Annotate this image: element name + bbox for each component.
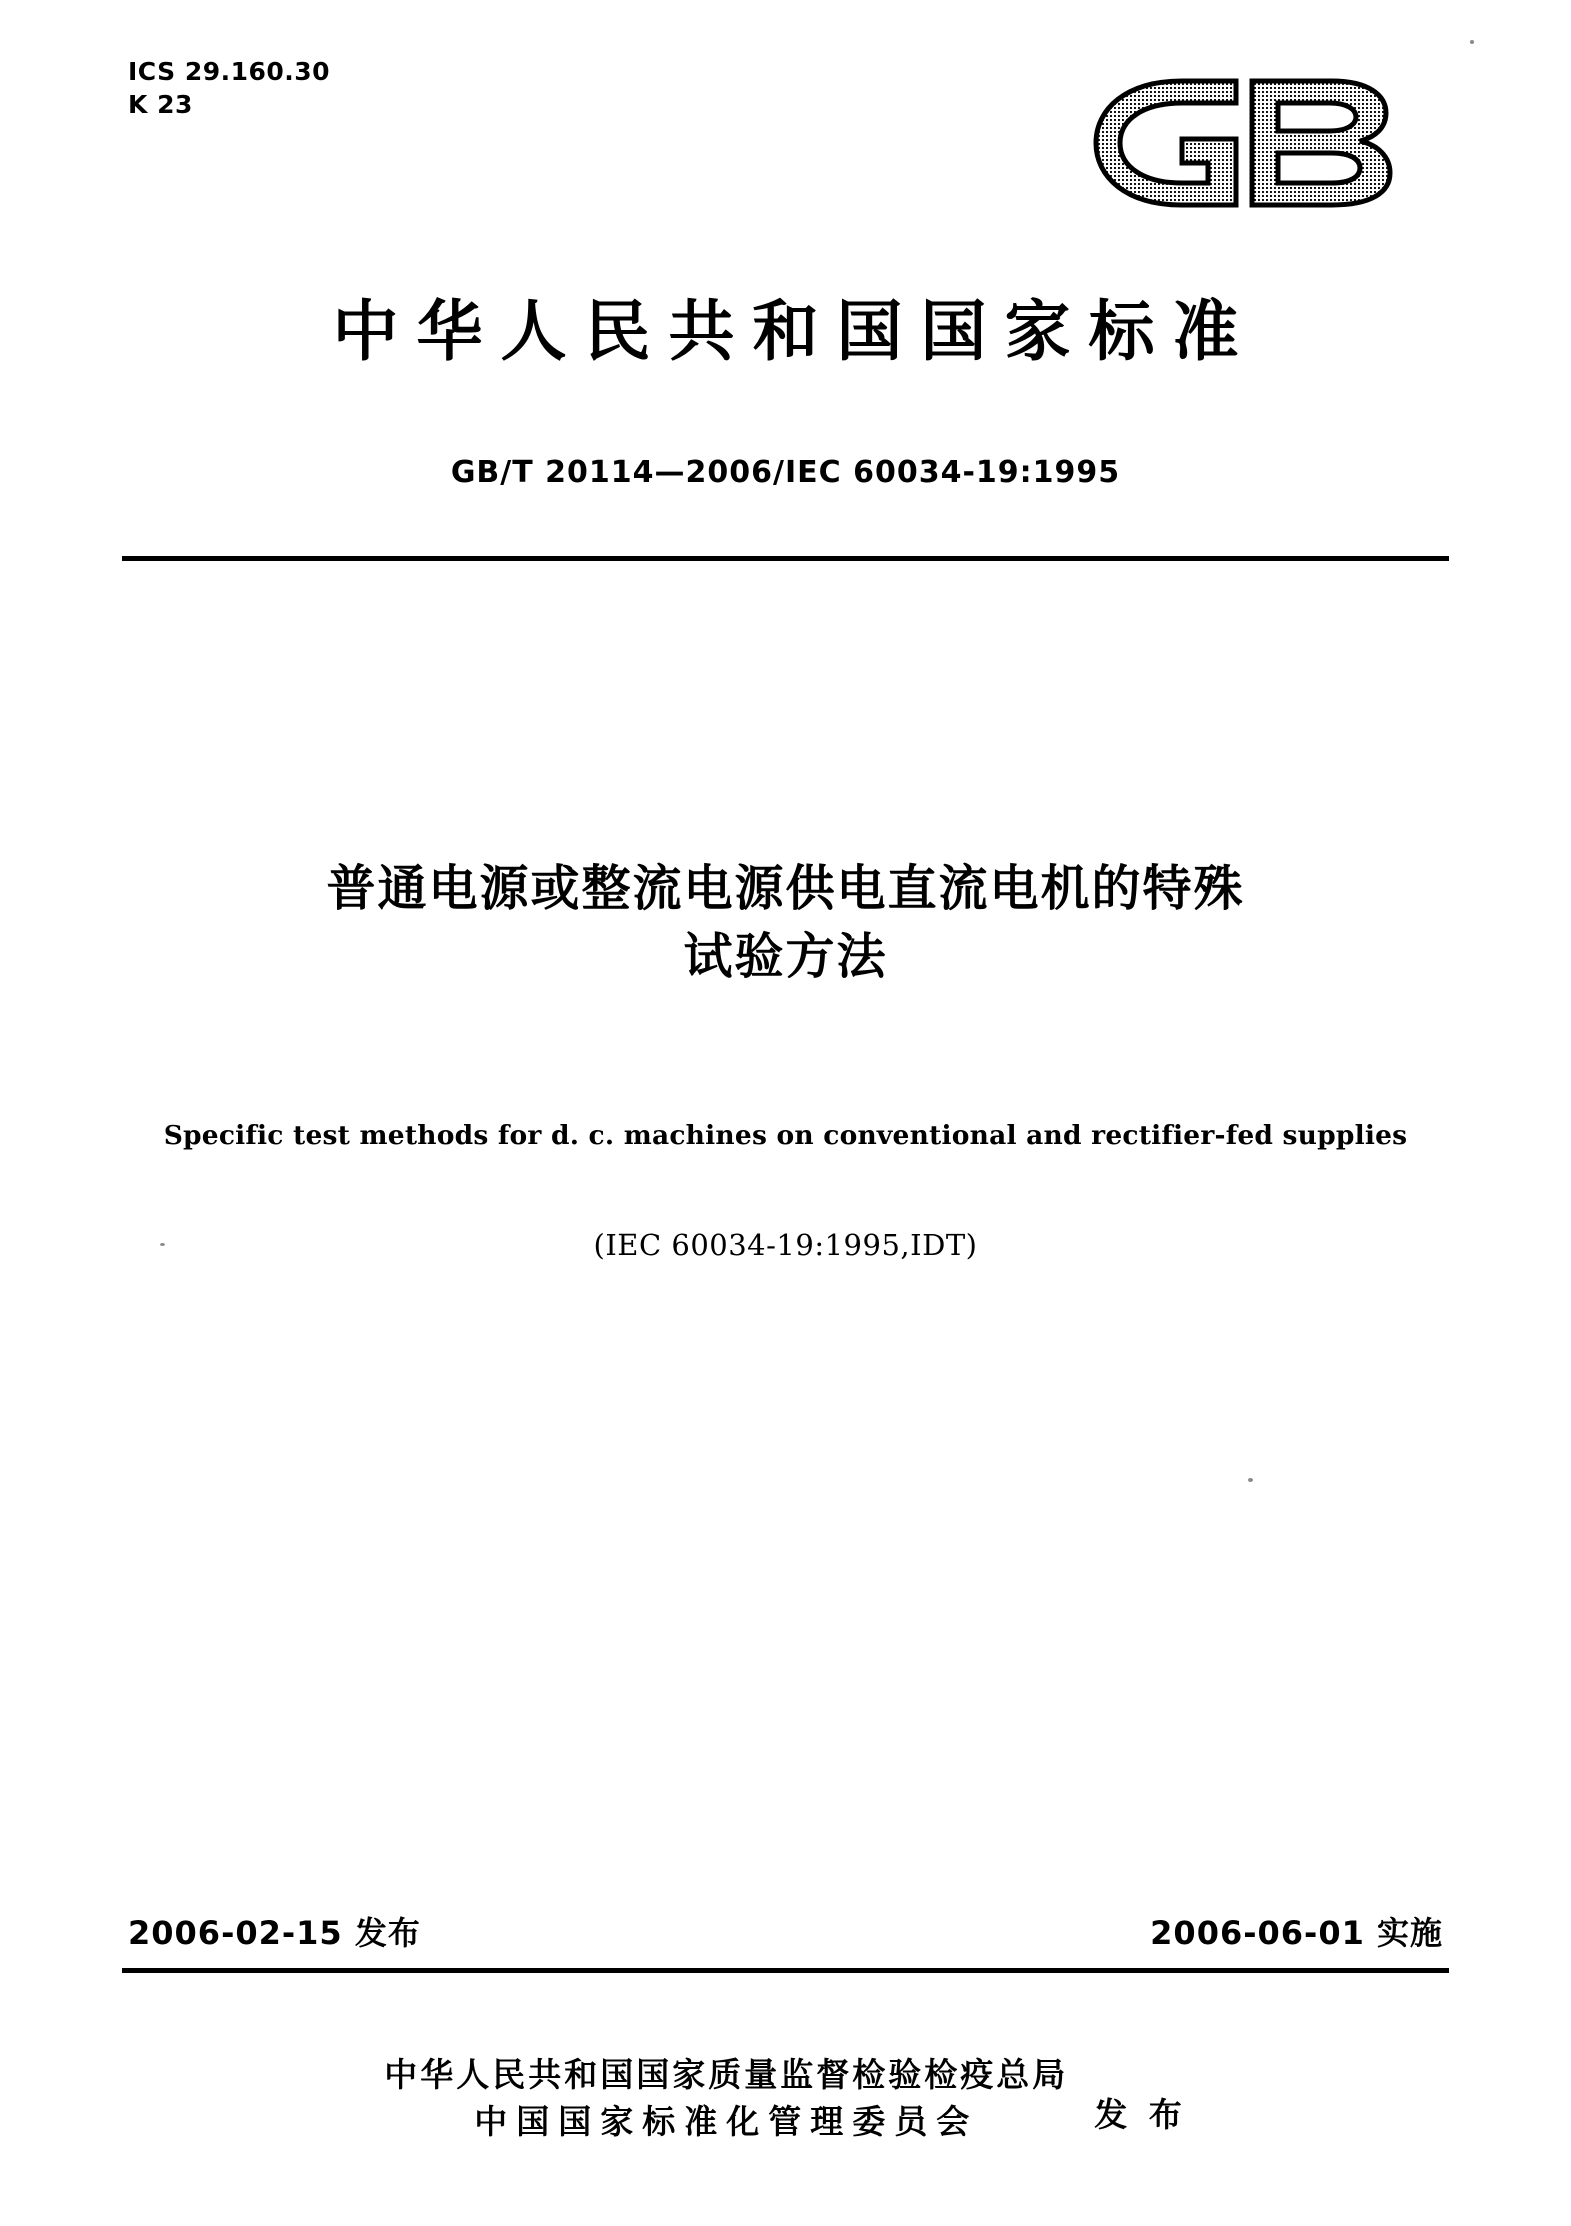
national-standard-title: 中华人民共和国国家标准 (332, 293, 1257, 370)
standard-number: GB/T 20114—2006/IEC 60034-19:1995 (450, 455, 1121, 490)
scan-speck (160, 1243, 165, 1246)
publisher-line-1: 中华人民共和国国家质量监督检验检疫总局 (384, 2055, 1069, 2094)
document-title-line-1: 普通电源或整流电源供电直流电机的特殊 (326, 860, 1245, 917)
ics-classification-block (128, 55, 330, 121)
header-divider (122, 556, 1449, 561)
footer-divider (122, 1968, 1449, 1973)
scan-speck (1248, 1478, 1253, 1482)
equivalence-note: (IEC 60034-19:1995,IDT) (593, 1228, 978, 1262)
publisher-action-label: 发 布 (1094, 2095, 1187, 2135)
document-title-line-2: 试验方法 (683, 927, 888, 985)
effective-date: 2006-06-01 实施 (1150, 1914, 1443, 1952)
document-title-english: Specific test methods for d. c. machines on conventional and rectifier-fed supplies (163, 1120, 1408, 1151)
classification-code: K 23 (128, 90, 193, 119)
publisher-line-2: 中国国家标准化管理委员会 (474, 2101, 979, 2141)
publisher-names (384, 2052, 1068, 2146)
ics-number: ICS 29.160.30 (128, 57, 331, 86)
publisher-block (0, 2052, 1571, 2146)
document-title (120, 855, 1451, 990)
issue-date: 2006-02-15 发布 (128, 1914, 421, 1952)
gb-emblem-icon (1086, 75, 1416, 210)
scan-speck (1470, 40, 1474, 44)
